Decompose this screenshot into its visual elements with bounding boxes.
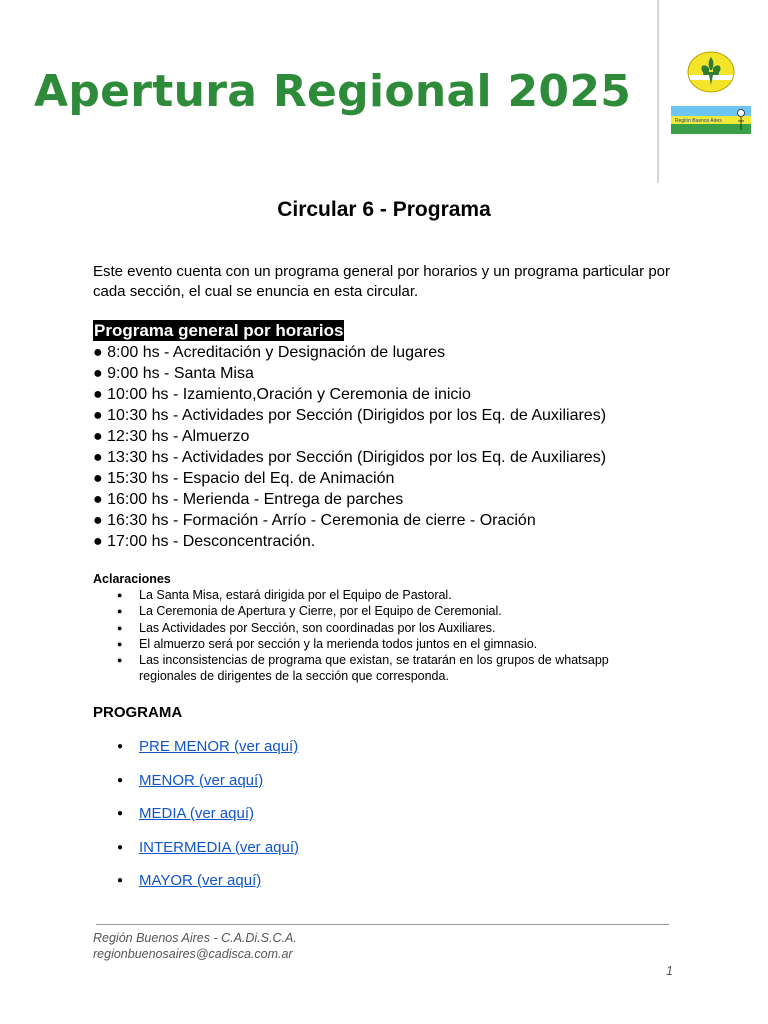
- link-pre-menor[interactable]: PRE MENOR (ver aquí): [139, 738, 299, 755]
- schedule-item: ● 16:30 hs - Formación - Arrío - Ceremonia de cierre - Oración: [93, 510, 606, 531]
- link-intermedia[interactable]: INTERMEDIA (ver aquí): [139, 838, 300, 856]
- schedule-item: ● 17:00 hs - Desconcentración.: [93, 531, 606, 552]
- note-item: ● Las Actividades por Sección, son coordinadas por los Auxiliares.: [117, 620, 647, 636]
- program-link-list: [117, 737, 299, 905]
- note-item: ● Las inconsistencias de programa que existan, se tratarán en los grupos de whatsapp regionales de dirigentes de la sección que corresponda.: [117, 652, 647, 685]
- schedule-heading: Programa general por horarios: [94, 321, 344, 340]
- page-number: 1: [666, 964, 673, 978]
- schedule-item: ● 16:00 hs - Merienda - Entrega de parches: [93, 489, 606, 510]
- schedule-list: [93, 342, 606, 552]
- header-divider: [657, 0, 659, 183]
- link-mayor[interactable]: MAYOR (ver aquí): [139, 872, 262, 889]
- program-list-item: [117, 771, 299, 805]
- footer-organization: Región Buenos Aires - C.A.Di.S.C.A.: [93, 931, 297, 945]
- schedule-item: ● 15:30 hs - Espacio del Eq. de Animación: [93, 468, 606, 489]
- schedule-item: ● 10:00 hs - Izamiento,Oración y Ceremonia de inicio: [93, 384, 606, 405]
- program-list-item: [117, 838, 299, 872]
- schedule-item: ● 12:30 hs - Almuerzo: [93, 426, 606, 447]
- note-item: ● La Ceremonia de Apertura y Cierre, por el Equipo de Ceremonial.: [117, 603, 647, 619]
- program-list-item: [117, 804, 299, 838]
- link-menor[interactable]: MENOR (ver aquí): [139, 771, 264, 789]
- region-flag-icon: [671, 106, 751, 134]
- link-media[interactable]: MEDIA (ver aquí): [139, 805, 255, 822]
- flag-caption: Región Buenos Aires: [675, 118, 722, 124]
- schedule-item: ● 10:30 hs - Actividades por Sección (Dirigidos por los Eq. de Auxiliares): [93, 405, 606, 426]
- event-title: Apertura Regional 2025: [34, 66, 632, 117]
- footer-email: regionbuenosaires@cadisca.com.ar: [93, 947, 293, 961]
- intro-paragraph: Este evento cuenta con un programa general por horarios y un programa particular por cada sección, el cual se enuncia en esta circular.: [93, 263, 670, 300]
- program-heading: PROGRAMA: [93, 704, 183, 721]
- circular-title: Circular 6 - Programa: [277, 198, 491, 221]
- notes-heading: Aclaraciones: [93, 572, 171, 586]
- footer-divider: [96, 924, 669, 925]
- schedule-item: ● 8:00 hs - Acreditación y Designación de lugares: [93, 342, 606, 363]
- note-item: ● El almuerzo será por sección y la merienda todos juntos en el gimnasio.: [117, 636, 647, 652]
- program-list-item: [117, 737, 299, 771]
- schedule-item: ● 13:30 hs - Actividades por Sección (Dirigidos por los Eq. de Auxiliares): [93, 447, 606, 468]
- notes-list: [117, 587, 647, 685]
- scout-emblem-icon: [687, 51, 735, 93]
- schedule-item: ● 9:00 hs - Santa Misa: [93, 363, 606, 384]
- note-item: ● La Santa Misa, estará dirigida por el Equipo de Pastoral.: [117, 587, 647, 603]
- program-list-item: [117, 871, 299, 905]
